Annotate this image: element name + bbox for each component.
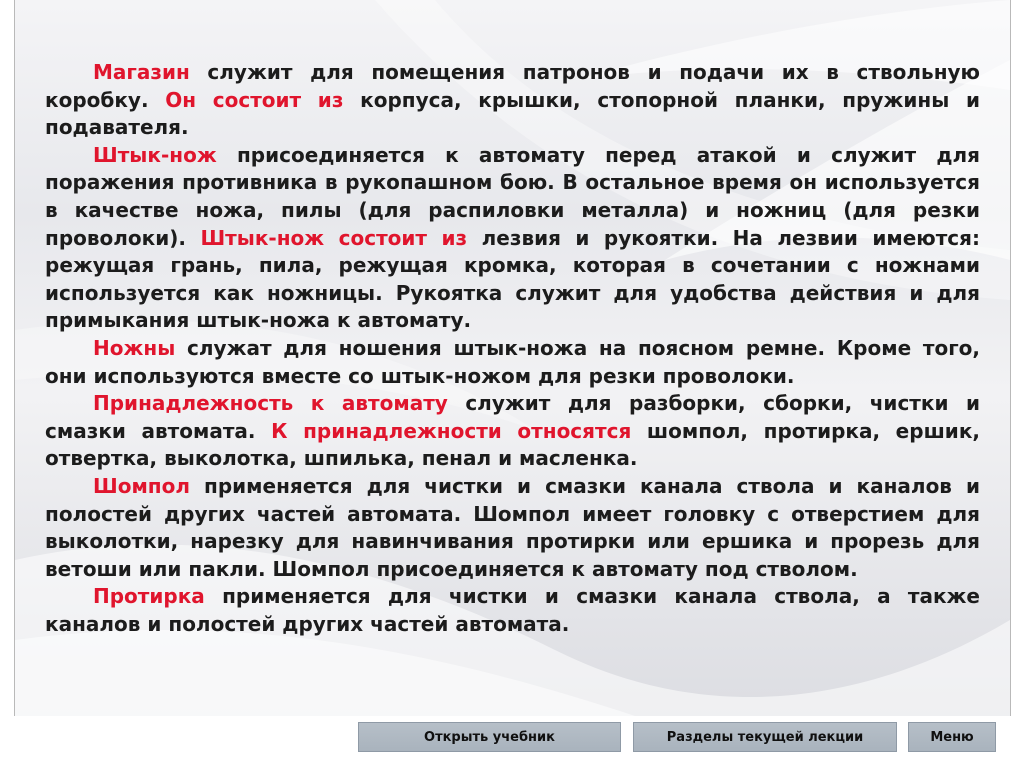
body-text: присоединяется к автомату перед атакой и служит для поражения противника в рукопашном бою. В остальное время он используется в качестве ножа, пилы (для распиловки металла) и ножниц (для резки проволоки). bbox=[45, 142, 980, 250]
paragraph bbox=[45, 473, 980, 583]
highlighted-term: Принадлежность к автомату bbox=[93, 391, 448, 416]
paragraph bbox=[45, 142, 980, 335]
body-text: служит для помещения патронов и подачи их в ствольную коробку. bbox=[45, 60, 980, 112]
highlighted-term: Штык-нож состоит из bbox=[200, 225, 468, 250]
paragraph bbox=[45, 59, 980, 142]
slide-text bbox=[45, 59, 980, 638]
highlighted-term: Протирка bbox=[93, 584, 205, 609]
highlighted-term: К принадлежности относятся bbox=[271, 418, 632, 443]
highlighted-term: Штык-нож bbox=[93, 142, 217, 167]
paragraph bbox=[45, 390, 980, 473]
highlighted-term: Магазин bbox=[93, 60, 190, 84]
highlighted-term: Он состоит из bbox=[165, 87, 344, 112]
body-text: корпуса, крышки, стопорной планки, пружины и подавателя. bbox=[45, 87, 980, 140]
open-textbook-button[interactable]: Открыть учебник bbox=[358, 722, 621, 752]
highlighted-term: Шомпол bbox=[93, 473, 191, 498]
lecture-sections-button[interactable]: Разделы текущей лекции bbox=[633, 722, 897, 752]
body-text: служит для разборки, сборки, чистки и смазки автомата. bbox=[45, 391, 980, 443]
paragraph bbox=[45, 335, 980, 390]
body-text: шомпол, протирка, ершик, отвертка, выколотка, шпилька, пенал и масленка. bbox=[45, 418, 980, 471]
menu-button[interactable]: Меню bbox=[908, 722, 996, 752]
paragraph bbox=[45, 583, 980, 638]
body-text: применяется для чистки и смазки канала ствола и каналов и полостей других частей автомата. Шомпол имеет головку с отверстием для выколотки, нарезку для навинчивания протирки или ершика и прорезь для ветоши или пакли. Шомпол присоединяется к автомату под стволом. bbox=[45, 473, 980, 581]
slide bbox=[14, 0, 1011, 717]
body-text: применяется для чистки и смазки канала ствола, а также каналов и полостей других частей автомата. bbox=[45, 584, 980, 636]
body-text: лезвия и рукоятки. На лезвии имеются: режущая грань, пила, режущая кромка, которая в сочетании с ножнами используется как ножницы. Рукоятка служит для удобства действия и для примыкания штык-ножа к автомату. bbox=[45, 225, 980, 333]
body-text: служат для ношения штык-ножа на поясном ремне. Кроме того, они используются вместе со штык-ножом для резки проволоки. bbox=[45, 335, 980, 388]
highlighted-term: Ножны bbox=[93, 335, 176, 360]
